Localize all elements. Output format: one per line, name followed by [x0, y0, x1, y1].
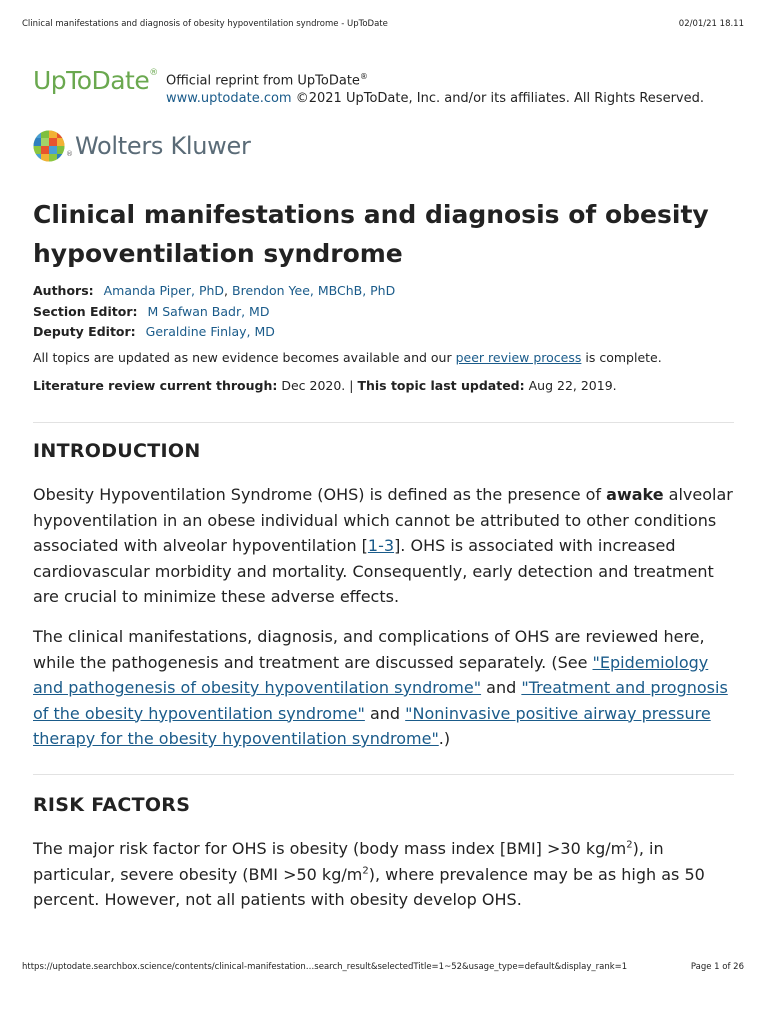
section-editor-label: Section Editor:: [33, 303, 138, 319]
reprint-line: Official reprint from UpToDate: [166, 73, 360, 89]
print-footer: [22, 962, 744, 972]
reference-link[interactable]: 1-3: [367, 536, 395, 555]
print-header-title: Clinical manifestations and diagnosis of obesity hypoventilation syndrome - UpToDate: [22, 19, 388, 29]
introduction-heading: INTRODUCTION: [33, 440, 201, 462]
section-editor-row: [33, 302, 733, 323]
wolters-kluwer-wordmark: Wolters Kluwer: [75, 132, 251, 160]
deputy-editor-link[interactable]: Geraldine Finlay, MD: [145, 324, 275, 339]
authors-row: Authors: Amanda Piper, PhD, Brendon Yee, MBChB, PhD: [33, 283, 396, 298]
section-editor-link[interactable]: M Safwan Badr, MD: [147, 303, 270, 319]
section-divider: [33, 774, 734, 775]
last-updated-value: Aug 22, 2019.: [528, 378, 617, 393]
review-dates: Literature review current through: Dec 2020. | This topic last updated: Aug 22, 2019.: [33, 378, 617, 393]
copyright-text: ©2021 UpToDate, Inc. and/or its affiliates. All Rights Reserved.: [295, 91, 704, 107]
epidemiology-topic-link[interactable]: "Epidemiology and pathogenesis of obesity hypoventilation syndrome": [33, 652, 709, 697]
registered-mark: ®: [66, 150, 73, 158]
wolters-kluwer-globe-icon: [33, 130, 65, 162]
risk-factors-heading: RISK FACTORS: [33, 794, 191, 816]
risk-factors-paragraph: The major risk factor for OHS is obesity (body mass index [BMI] >30 $kg/m^2$), in particular, severe obesity (BMI >50 $kg/m^2$), where prevalence may be as high as 50 percent. However, not all patients with obesity develop OHS.: [33, 839, 705, 909]
deputy-editor-label: Deputy Editor:: [33, 324, 136, 339]
update-notice: All topics are updated as new evidence becomes available and our peer review process is complete.: [33, 350, 662, 365]
lit-review-value: Dec 2020.: [281, 378, 346, 393]
introduction-paragraph-1: Obesity Hypoventilation Syndrome (OHS) is defined as the presence of awake alveolar hypoventilation in an obese individual which cannot be attributed to other conditions associated with alveolar hypoventilation [1-3]. OHS is associated with increased cardiovascular morbidity and mortality. Consequently, early detection and treatment are crucial to minimize these adverse effects.: [33, 485, 733, 606]
brand-row: [33, 66, 733, 106]
treatment-topic-link[interactable]: "Treatment and prognosis of the obesity hypoventilation syndrome": [33, 678, 728, 723]
article-credits: [33, 281, 733, 343]
deputy-editor-row: [33, 322, 733, 343]
print-footer-url: https://uptodate.searchbox.science/contents/clinical-manifestation…search_result&selectedTitle=1~52&usage_type=default&display_rank=1: [22, 962, 628, 972]
article-title: Clinical manifestations and diagnosis of obesity hypoventilation syndrome: [33, 200, 709, 268]
authors-label: Authors:: [33, 283, 94, 298]
author-link[interactable]: Brendon Yee, MBChB, PhD: [232, 283, 396, 298]
last-updated-label: This topic last updated:: [357, 378, 525, 393]
print-header: [22, 19, 744, 29]
page-number: Page 1 of 26: [690, 962, 744, 972]
print-header-date: 02/01/21 18.11: [678, 19, 744, 29]
author-link[interactable]: Amanda Piper, PhD: [103, 283, 225, 298]
uptodate-site-link[interactable]: www.uptodate.com: [166, 91, 292, 107]
niv-topic-link[interactable]: "Noninvasive positive airway pressure therapy for the obesity hypoventilation syndrome": [33, 703, 711, 748]
uptodate-logo: UpToDate®: [33, 66, 158, 95]
introduction-paragraph-2: The clinical manifestations, diagnosis, and complications of OHS are reviewed here, while the pathogenesis and treatment are discussed separately. (See "Epidemiology and pathogenesis of obesity hypoventilation syndrome" and "Treatment and prognosis of the obesity hypoventilation syndrome" and "Noninvasive positive airway pressure therapy for the obesity hypoventilation syndrome".): [33, 627, 728, 748]
section-divider: [33, 422, 734, 423]
reprint-notice: Official reprint from UpToDate® www.uptodate.com ©2021 UpToDate, Inc. and/or its affiliates. All Rights Reserved.: [166, 72, 704, 107]
peer-review-link[interactable]: peer review process: [455, 350, 582, 365]
lit-review-label: Literature review current through:: [33, 378, 278, 393]
